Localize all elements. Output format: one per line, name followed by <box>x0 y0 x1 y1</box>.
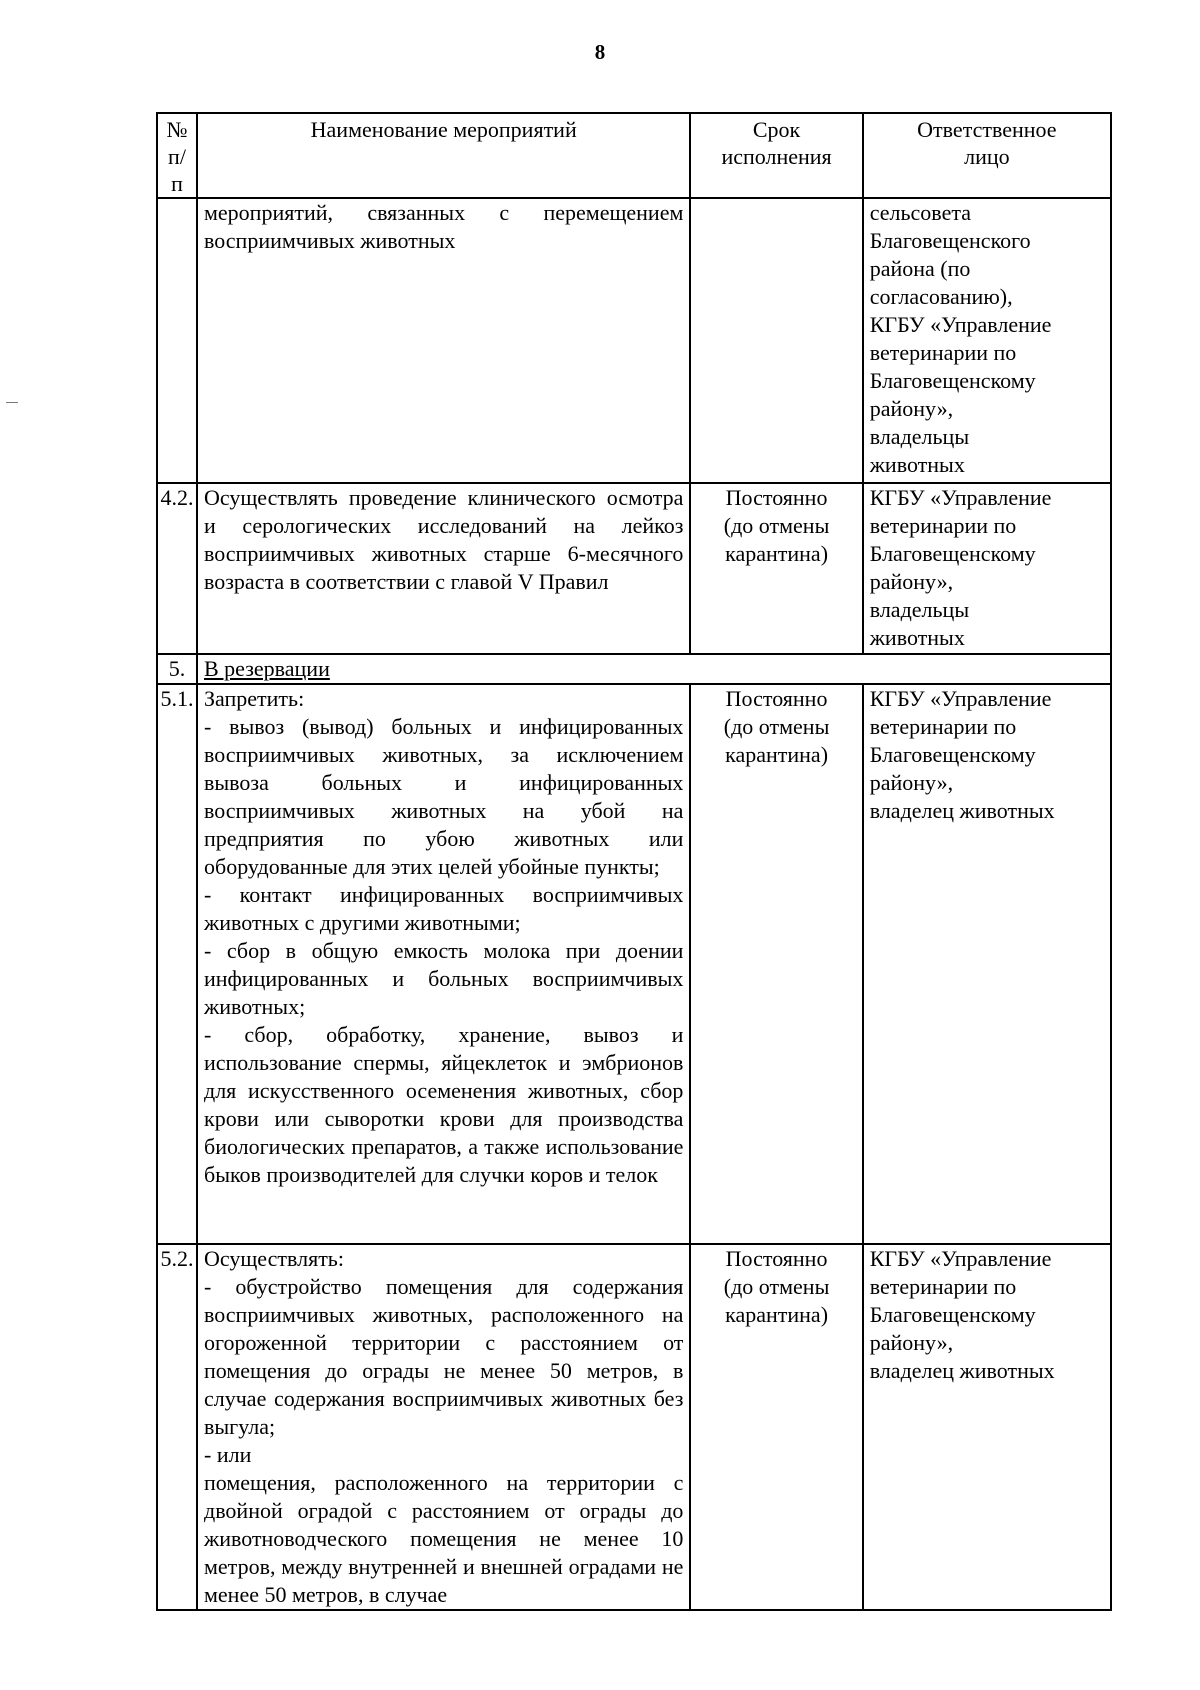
header-num-line-2: п/п <box>168 144 186 196</box>
header-term-line-2: исполнения <box>721 144 832 169</box>
resp-line: КГБУ «Управление <box>869 485 1052 510</box>
resp-line: району», <box>869 1330 954 1355</box>
resp-line: КГБУ «Управление <box>869 686 1052 711</box>
resp-line: животных <box>869 625 965 650</box>
term-line: карантина) <box>725 1302 829 1327</box>
resp-line: сельсовета <box>869 200 971 225</box>
row-4-2-name: Осуществлять проведение клинического осмотра и серологических исследований на лейкоз восприимчивых животных старше 6-месячного возраста в соответствии с главой V Правил <box>197 483 690 654</box>
row-5-title <box>197 654 1111 684</box>
resp-line: району», <box>869 770 954 795</box>
table-row <box>157 198 1111 483</box>
margin-mark <box>6 402 18 403</box>
row-5-1-term <box>690 684 862 1244</box>
row-5-1-resp <box>863 684 1111 1244</box>
row-5-1-num: 5.1. <box>157 684 197 1244</box>
table-header <box>157 113 1111 198</box>
row-cont-resp <box>863 198 1111 483</box>
measures-table <box>156 112 1112 1611</box>
term-line: (до отмены <box>723 513 830 538</box>
row-5-1-name <box>197 684 690 1244</box>
row-cont-name: мероприятий, связанных с перемещением восприимчивых животных <box>197 198 690 483</box>
resp-line: владелец животных <box>869 798 1055 823</box>
term-line: (до отмены <box>723 714 830 739</box>
resp-line: району», <box>869 569 954 594</box>
section-row <box>157 654 1111 684</box>
resp-line: Благовещенскому <box>869 368 1036 393</box>
resp-line: Благовещенскому <box>869 742 1036 767</box>
name-paragraph: - сбор, обработку, хранение, вывоз и использование спермы, яйцеклеток и эмбрионов для искусственного осеменения животных, сбор крови или сыворотки крови для производства биологических препаратов, а также использование быков производителей для случки коров и телок <box>204 1022 684 1187</box>
header-resp-line-1: Ответственное <box>917 117 1057 142</box>
resp-line: животных <box>869 452 965 477</box>
header-num-line-1: № <box>166 117 188 142</box>
row-4-2-term <box>690 483 862 654</box>
resp-line: Благовещенского <box>869 228 1031 253</box>
row-5-2-term <box>690 1244 862 1610</box>
resp-line: владельцы <box>869 424 970 449</box>
resp-line: согласованию), <box>869 284 1013 309</box>
term-line: Постоянно <box>725 1246 828 1271</box>
header-term <box>690 113 862 198</box>
table-row <box>157 684 1111 1244</box>
resp-line: ветеринарии по <box>869 513 1017 538</box>
header-row <box>157 113 1111 198</box>
header-resp <box>863 113 1111 198</box>
resp-line: ветеринарии по <box>869 340 1017 365</box>
name-paragraph: - или <box>204 1442 252 1467</box>
header-term-line-1: Срок <box>752 117 801 142</box>
name-paragraph: - контакт инфицированных восприимчивых животных с другими животными; <box>204 882 684 935</box>
table-row <box>157 483 1111 654</box>
page-number: 8 <box>594 40 606 64</box>
resp-line: Благовещенскому <box>869 1302 1036 1327</box>
name-paragraph: помещения, расположенного на территории с двойной оградой с расстоянием от ограды до животноводческого помещения не менее 10 метров, между внутренней и внешней оградами не менее 50 метров, в случае <box>204 1470 684 1607</box>
name-paragraph: Осуществлять: <box>204 1246 344 1271</box>
resp-line: району», <box>869 396 954 421</box>
header-name: Наименование мероприятий <box>197 113 690 198</box>
row-cont-num <box>157 198 197 483</box>
term-line: карантина) <box>725 742 829 767</box>
term-line: карантина) <box>725 541 829 566</box>
row-5-num: 5. <box>157 654 197 684</box>
section-title: В резервации <box>204 656 330 681</box>
name-paragraph: Запретить: <box>204 686 305 711</box>
name-paragraph: - вывоз (вывод) больных и инфицированных восприимчивых животных, за исключением вывоза больных и инфицированных восприимчивых животных на убой на предприятия по убою животных или оборудованные для этих целей убойные пункты; <box>204 714 684 879</box>
resp-line: ветеринарии по <box>869 714 1017 739</box>
term-line: Постоянно <box>725 686 828 711</box>
row-4-2-num: 4.2. <box>157 483 197 654</box>
row-4-2-resp <box>863 483 1111 654</box>
term-line: (до отмены <box>723 1274 830 1299</box>
resp-line: Благовещенскому <box>869 541 1036 566</box>
resp-line: ветеринарии по <box>869 1274 1017 1299</box>
row-5-2-resp <box>863 1244 1111 1610</box>
resp-line: владелец животных <box>869 1358 1055 1383</box>
header-num <box>157 113 197 198</box>
resp-line: владельцы <box>869 597 970 622</box>
resp-line: КГБУ «Управление <box>869 312 1052 337</box>
header-resp-line-2: лицо <box>964 144 1010 169</box>
row-5-2-num: 5.2. <box>157 1244 197 1610</box>
name-paragraph: - обустройство помещения для содержания восприимчивых животных, расположенного на огороженной территории с расстоянием от помещения до ограды не менее 50 метров, в случае содержания восприимчивых животных без выгула; <box>204 1274 684 1439</box>
table-row <box>157 1244 1111 1610</box>
row-5-2-name <box>197 1244 690 1610</box>
resp-line: КГБУ «Управление <box>869 1246 1052 1271</box>
name-paragraph: - сбор в общую емкость молока при доении инфицированных и больных восприимчивых животных; <box>204 938 684 1019</box>
resp-line: района (по <box>869 256 971 281</box>
term-line: Постоянно <box>725 485 828 510</box>
row-cont-term <box>690 198 862 483</box>
